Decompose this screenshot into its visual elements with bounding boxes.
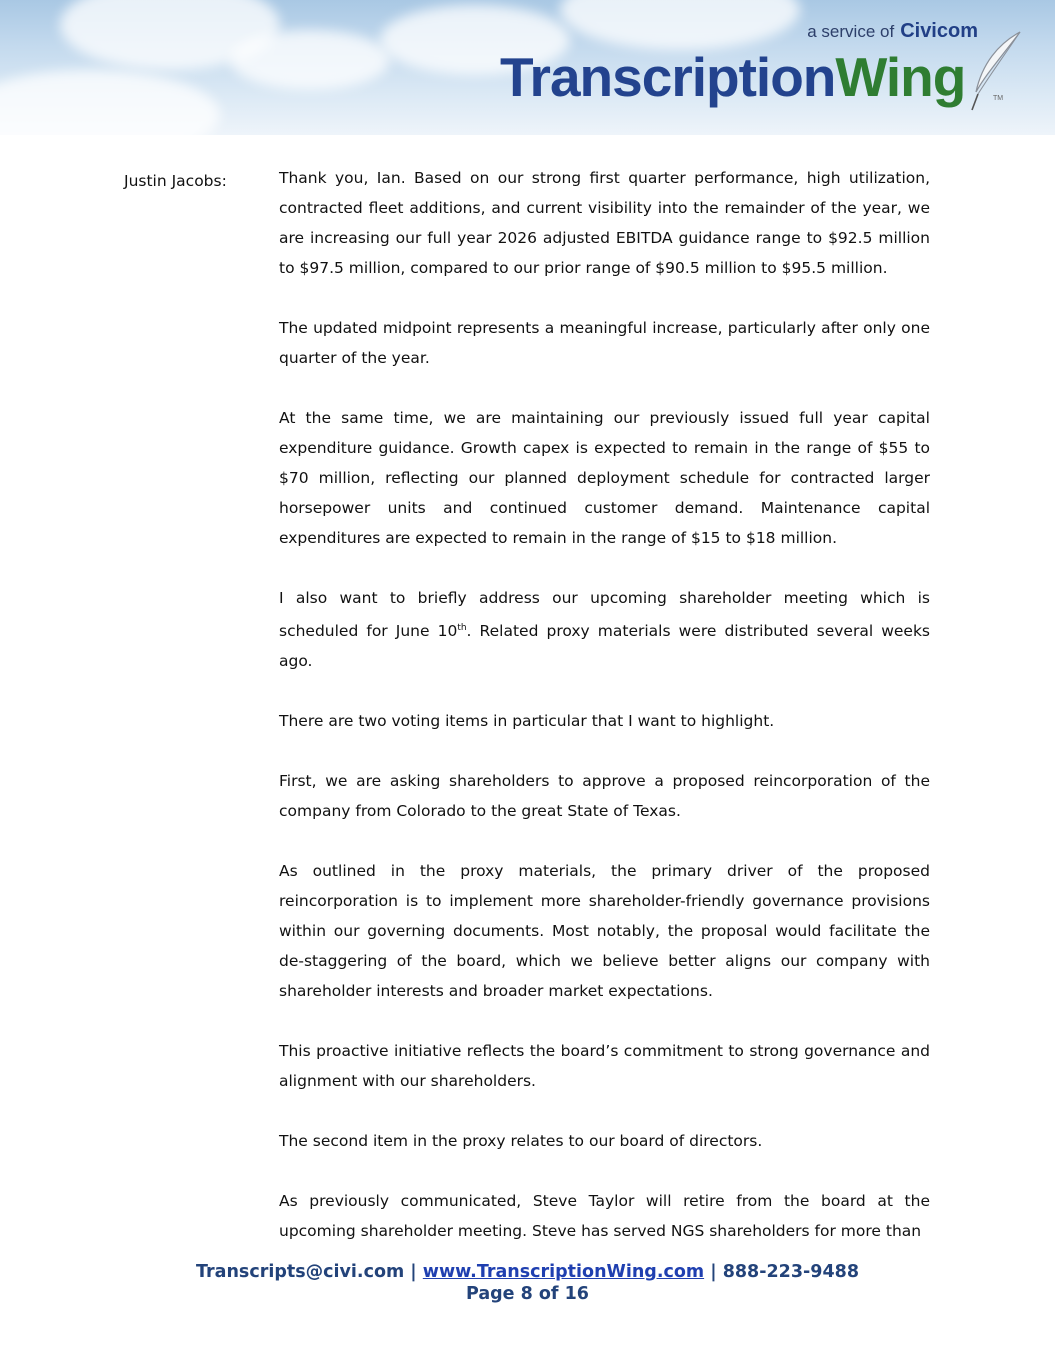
footer-phone: 888-223-9488 — [722, 1262, 859, 1282]
transcript-paragraph — [279, 583, 930, 676]
ordinal-suffix: th — [457, 623, 467, 633]
transcript-body — [279, 163, 930, 1246]
transcript-paragraph: As previously communicated, Steve Taylor will retire from the board at the upcoming shareholder meeting. Steve has served NGS shareholders for more than — [279, 1192, 930, 1241]
transcript-paragraph: As outlined in the proxy materials, the primary driver of the proposed reincorporation is to implement more shareholder-friendly governance provisions within our governing documents. Most notably, the proposal would facilitate the de-staggering of the board, which we believe better aligns our company with shareholder interests and broader market expectations. — [279, 862, 930, 1001]
page-footer — [0, 1261, 1055, 1305]
transcriptionwing-logo — [500, 42, 965, 112]
footer-website-link[interactable]: www.TranscriptionWing.com — [422, 1262, 705, 1282]
page-number: Page 8 of 16 — [465, 1284, 589, 1304]
logo-text-wing: Wing — [835, 46, 966, 108]
transcript-paragraph: There are two voting items in particular that I want to highlight. — [279, 712, 775, 731]
transcript-paragraph: The second item in the proxy relates to our board of directors. — [279, 1132, 763, 1151]
speaker-name: Justin Jacobs: — [124, 172, 227, 190]
footer-separator: | — [710, 1262, 717, 1282]
transcript-paragraph: At the same time, we are maintaining our previously issued full year capital expenditure guidance. Growth capex is expected to remain in the range of $55 to $70 million, reflecting our planned deployment schedule for contracted larger horsepower units and continued customer demand. Maintenance capital expenditures are expected to remain in the range of $15 to $18 million. — [279, 409, 930, 547]
paragraph-text: . Related proxy materials were distributed several weeks ago. — [279, 622, 931, 671]
service-prefix: a service of — [807, 22, 895, 41]
transcript-paragraph: This proactive initiative reflects the board’s commitment to strong governance and alignment with our shareholders. — [279, 1042, 930, 1091]
footer-email[interactable]: Transcripts@civi.com — [196, 1262, 405, 1282]
logo-text-transcription: Transcription — [500, 46, 836, 108]
footer-separator: | — [410, 1262, 417, 1282]
transcript-paragraph: Thank you, Ian. Based on our strong first quarter performance, high utilization, contracted fleet additions, and current visibility into the remainder of the year, we are increasing our full year 2026 adjusted EBITDA guidance range to $92.5 million to $97.5 million, compared to our prior range of $90.5 million to $95.5 million. — [279, 169, 930, 277]
header-banner — [0, 0, 1055, 135]
contact-line — [0, 1261, 1055, 1283]
transcript-paragraph: First, we are asking shareholders to approve a proposed reincorporation of the company from Colorado to the great State of Texas. — [279, 772, 930, 821]
paragraph-text: I also want to briefly address our upcoming shareholder meeting which is scheduled for June 10 — [279, 589, 930, 641]
trademark-mark: TM — [993, 95, 1004, 102]
transcript-paragraph: The updated midpoint represents a meaningful increase, particularly after only one quarter of the year. — [279, 319, 930, 367]
civicom-logo: Civicom — [900, 20, 978, 42]
